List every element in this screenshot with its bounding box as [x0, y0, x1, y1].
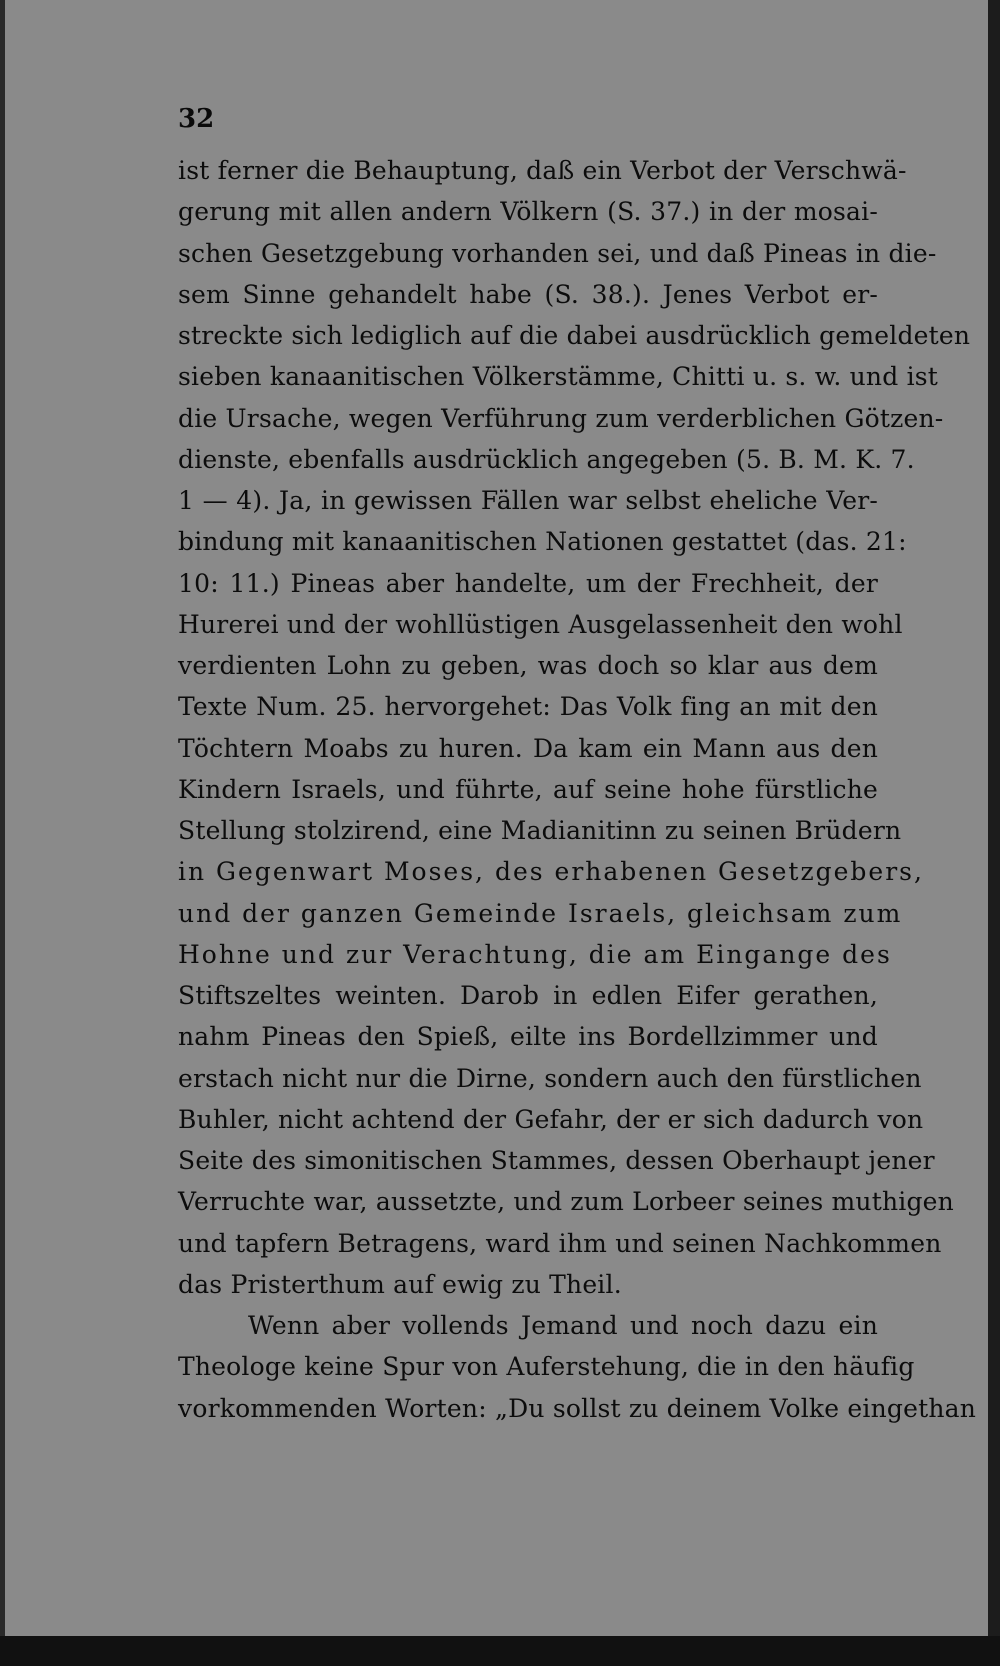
text-line: Töchtern Moabs zu huren. Da kam ein Mann aus den: [178, 733, 878, 763]
text-line: Verruchte war, aussetzte, und zum Lorbeer seines muthigen: [178, 1187, 954, 1217]
text-line: und tapfern Betragens, ward ihm und seinen Nachkommen: [178, 1228, 942, 1258]
text-line: Stellung stolzirend, eine Madianitinn zu seinen Brüdern: [178, 816, 902, 845]
text-line: in Gegenwart Moses, des erhabenen Gesetzgebers,: [178, 857, 924, 887]
text-line: und der ganzen Gemeinde Israels, gleichsam zum: [178, 898, 903, 928]
text-line: 1 — 4). Ja, in gewissen Fällen war selbst eheliche Ver-: [178, 486, 878, 515]
text-line: streckte sich lediglich auf die dabei ausdrücklich gemeldeten: [178, 321, 971, 350]
text-line: Hurerei und der wohllüstigen Ausgelassenheit den wohl: [178, 609, 903, 639]
text-line: verdienten Lohn zu geben, was doch so klar aus dem: [178, 651, 878, 680]
text-line: schen Gesetzgebung vorhanden sei, und daß Pineas in die-: [178, 238, 937, 268]
text-line: Kindern Israels, und führte, auf seine hohe fürstliche: [178, 774, 878, 804]
text-line: bindung mit kanaanitischen Nationen gestattet (das. 21:: [178, 527, 907, 557]
scan-bottom-border: [0, 1636, 1000, 1666]
text-line: das Pristerthum auf ewig zu Theil.: [178, 1269, 622, 1299]
text-line: Hohne und zur Verachtung, die am Eingange des: [178, 939, 892, 969]
text-line: ist ferner die Behauptung, daß ein Verbot der Verschwä-: [178, 156, 907, 185]
body-text: [178, 150, 977, 1429]
text-line: Buhler, nicht achtend der Gefahr, der er sich dadurch von: [178, 1104, 924, 1134]
page-left-edge: [0, 0, 5, 1636]
text-line: vorkommenden Worten: „Du sollst zu deinem Volke eingethan: [178, 1393, 977, 1423]
text-line: Wenn aber vollends Jemand und noch dazu ein: [248, 1311, 878, 1340]
text-line: Seite des simonitischen Stammes, dessen Oberhaupt jener: [178, 1146, 935, 1175]
text-line: 10: 11.) Pineas aber handelte, um der Frechheit, der: [178, 568, 878, 598]
text-line: sieben kanaanitischen Völkerstämme, Chitti u. s. w. und ist: [178, 362, 939, 392]
text-line: Texte Num. 25. hervorgehet: Das Volk fing an mit den: [178, 692, 878, 722]
text-line: die Ursache, wegen Verführung zum verderblichen Götzen-: [178, 403, 944, 433]
text-line: nahm Pineas den Spieß, eilte ins Bordellzimmer und: [178, 1022, 878, 1052]
text-line: Theologe keine Spur von Auferstehung, die in den häufig: [178, 1352, 915, 1382]
page-number: 32: [178, 104, 215, 134]
text-line: gerung mit allen andern Völkern (S. 37.) in der mosai-: [178, 197, 878, 227]
text-line: Stiftszeltes weinten. Darob in edlen Eifer gerathen,: [178, 981, 878, 1010]
text-line: sem Sinne gehandelt habe (S. 38.). Jenes Verbot er-: [178, 279, 878, 309]
text-line: dienste, ebenfalls ausdrücklich angegeben (5. B. M. K. 7.: [178, 444, 915, 474]
text-line: erstach nicht nur die Dirne, sondern auch den fürstlichen: [178, 1063, 922, 1093]
